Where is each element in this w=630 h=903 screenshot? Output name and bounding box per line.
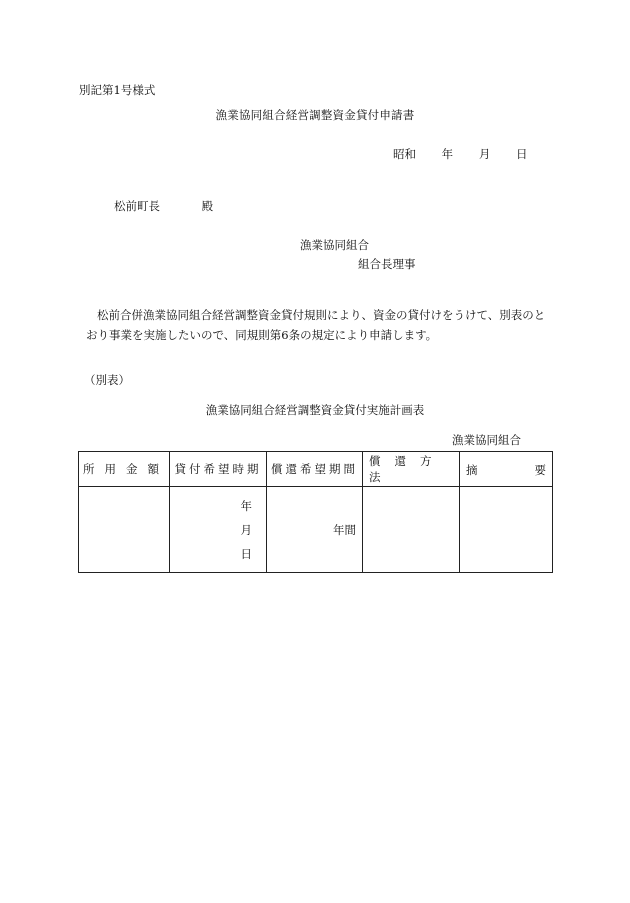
plan-org: 漁業協同組合: [452, 433, 521, 447]
plan-table: [78, 451, 553, 573]
table-row: [79, 487, 553, 573]
cell-amount: [79, 487, 170, 573]
applicant-org: 漁業協同組合: [300, 238, 369, 252]
cell-loan-period: [170, 487, 267, 573]
cell-repayment-method: [363, 487, 460, 573]
cell-repayment-period: 年間: [267, 487, 363, 573]
date-line: [393, 146, 527, 162]
cell-month: 月: [240, 522, 252, 537]
applicant-position: 組合長理事: [358, 257, 416, 271]
addressee-honorific: 殿: [201, 199, 214, 213]
cell-day: 日: [240, 546, 252, 561]
appendix-label: （別表）: [84, 373, 130, 387]
date-month: 月: [478, 147, 491, 161]
plan-title: 漁業協同組合経営調整資金貸付実施計画表: [205, 403, 425, 417]
addressee-name: 松前町長: [114, 199, 160, 213]
addressee: [114, 198, 213, 214]
date-day: 日: [515, 147, 528, 161]
cell-remarks: [460, 487, 553, 573]
header-amount: 所用金額: [79, 452, 170, 487]
date-era: 昭和: [393, 147, 416, 161]
header-remarks: [460, 452, 553, 487]
date-year: 年: [441, 147, 454, 161]
form-number: 別記第1号様式: [79, 83, 156, 97]
header-loan-period: 貸付希望時期: [170, 452, 267, 487]
header-remarks-2: 要: [534, 463, 546, 477]
header-repayment-method: 償還方法: [363, 452, 460, 487]
cell-year: 年: [240, 498, 252, 513]
plan-table-header-row: [79, 452, 553, 487]
header-remarks-1: 摘: [466, 463, 478, 477]
document-title: 漁業協同組合経営調整資金貸付申請書: [215, 108, 415, 122]
header-repayment-period: 償還希望期間: [267, 452, 363, 487]
body-text: 松前合併漁業協同組合経営調整資金貸付規則により、資金の貸付けをうけて、別表のとおり事業を実施したいので、同規則第6条の規定により申請します。: [86, 308, 546, 342]
